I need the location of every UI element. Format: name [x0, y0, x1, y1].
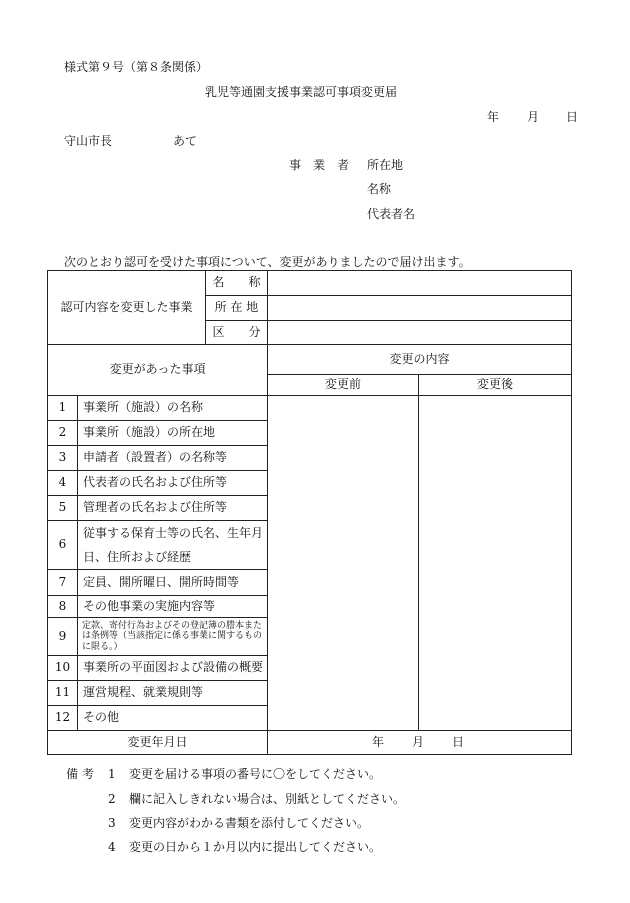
note-number: 3 — [108, 816, 116, 830]
business-row-header: 認可内容を変更した事業 — [48, 271, 206, 345]
operator-representative-label: 代表者名 — [367, 207, 416, 221]
change-item-number: 10 — [48, 656, 78, 681]
date-month-label: 月 — [527, 110, 540, 124]
note-text: 変更内容がわかる書類を添付してください。 — [129, 816, 370, 830]
change-date-label: 変更年月日 — [48, 731, 268, 755]
changes-table — [47, 344, 572, 755]
note-number: 4 — [108, 840, 116, 854]
change-date-field[interactable] — [268, 731, 572, 755]
note-text: 変更を届ける事項の番号に〇をしてください。 — [129, 767, 382, 781]
date-day-label: 日 — [566, 110, 579, 124]
changes-after-header: 変更後 — [419, 375, 572, 396]
change-item-text: その他事業の実施内容等 — [78, 596, 268, 618]
changes-content-header: 変更の内容 — [268, 345, 572, 375]
business-name-field[interactable] — [268, 271, 572, 296]
change-item-number: 4 — [48, 471, 78, 496]
business-address-label: 所 在 地 — [206, 296, 268, 321]
business-name-label: 名 称 — [206, 271, 268, 296]
business-category-label: 区 分 — [206, 321, 268, 345]
page-title: 乳児等通園支援事業認可事項変更届 — [205, 85, 398, 99]
change-item-text: 定款、寄付行為およびその登記簿の謄本または条例等（当該指定に係る事業に関するものに限る。） — [78, 618, 268, 656]
change-item-text: 定員、開所曜日、開所時間等 — [78, 570, 268, 596]
change-item-text: 代表者の氏名および住所等 — [78, 471, 268, 496]
business-category-field[interactable] — [268, 321, 572, 345]
change-date-month: 月 — [412, 734, 425, 749]
change-date-year: 年 — [372, 734, 385, 749]
note-number: 1 — [108, 767, 116, 781]
change-item-number: 9 — [48, 618, 78, 656]
intro-text: 次のとおり認可を受けた事項について、変更がありましたので届け出ます。 — [64, 255, 471, 269]
note-text: 欄に記入しきれない場合は、別紙としてください。 — [129, 792, 406, 806]
note-text: 変更の日から１か月以内に提出してください。 — [129, 840, 382, 854]
operator-name-label: 名称 — [367, 182, 392, 196]
change-item-number: 11 — [48, 681, 78, 706]
note-number: 2 — [108, 792, 116, 806]
after-content-field[interactable] — [419, 396, 572, 731]
change-item-number: 7 — [48, 570, 78, 596]
change-item-number: 12 — [48, 706, 78, 731]
change-item-text: 事業所の平面図および設備の概要 — [78, 656, 268, 681]
change-date-day: 日 — [452, 734, 465, 749]
addressee-suffix: あて — [173, 134, 198, 148]
business-table — [47, 270, 572, 345]
form-number: 様式第９号（第８条関係） — [64, 60, 209, 74]
change-item-text: 事業所（施設）の名称 — [78, 396, 268, 421]
change-item-number: 3 — [48, 446, 78, 471]
addressee-city: 守山市長 — [64, 134, 113, 148]
date-year-label: 年 — [487, 110, 500, 124]
operator-label: 事 業 者 — [289, 158, 350, 172]
change-item-text: 管理者の氏名および住所等 — [78, 496, 268, 521]
change-item-number: 1 — [48, 396, 78, 421]
business-address-field[interactable] — [268, 296, 572, 321]
notes-label: 備考 — [66, 767, 99, 781]
change-item-text: その他 — [78, 706, 268, 731]
operator-address-label: 所在地 — [367, 158, 404, 172]
change-item-number: 5 — [48, 496, 78, 521]
changes-before-header: 変更前 — [268, 375, 419, 396]
change-item-number: 8 — [48, 596, 78, 618]
changes-items-header: 変更があった事項 — [48, 345, 268, 396]
change-item-number: 2 — [48, 421, 78, 446]
change-item-text: 運営規程、就業規則等 — [78, 681, 268, 706]
change-item-text: 事業所（施設）の所在地 — [78, 421, 268, 446]
change-item-number: 6 — [48, 521, 78, 570]
before-content-field[interactable] — [268, 396, 419, 731]
change-item-text: 従事する保育士等の氏名、生年月日、住所および経歴 — [78, 521, 268, 570]
change-item-text: 申請者（設置者）の名称等 — [78, 446, 268, 471]
